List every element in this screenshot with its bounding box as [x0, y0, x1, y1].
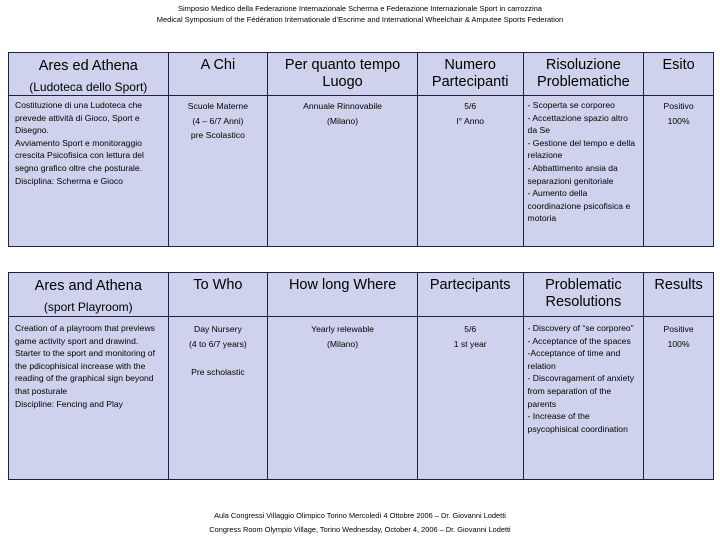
en-col-resolution: [524, 273, 645, 479]
it-col3-title: Per quanto tempo Luogo: [284, 57, 401, 90]
it-col2-line: (4 – 6/7 Anni): [192, 115, 244, 126]
header-line-1: Simposio Medico della Federazione Internazionale Scherma e Federazione Internazionale Sport in carrozzina: [178, 4, 542, 13]
en-col4-title: Partecipants: [429, 277, 511, 293]
it-col4-line: I° Anno: [456, 115, 485, 126]
en-col-participants: [418, 273, 524, 479]
en-col1-line: Creation of a playroom that previews game activity sport and drawind.: [15, 323, 155, 346]
it-col6-line: 100%: [667, 115, 690, 126]
en-col5-line: - Increase of the psycophisical coordination: [527, 411, 628, 434]
en-col3-line: (Milano): [327, 338, 359, 349]
en-col5-line: - Discovragament of anxiety from separation of the parents: [527, 373, 635, 409]
it-col5-title: Risoluzione Problematiche: [537, 57, 630, 90]
it-col3-line: (Milano): [327, 115, 359, 126]
en-col1-line: Discipline: Fencing and Play: [15, 398, 123, 409]
it-col5-line: - Accettazione spazio altro da Se: [527, 112, 628, 136]
it-col-who: [169, 53, 269, 246]
en-col3-line: Yearly relewable: [311, 324, 374, 334]
italian-table: [8, 52, 714, 247]
it-col5-line: - Abbattimento ansia da separazioni genitoriale: [527, 162, 618, 186]
en-col5-line: -Acceptance of time and relation: [527, 348, 621, 371]
it-col5-line: - Gestione del tempo e della relazione: [527, 137, 636, 161]
it-col2-line: pre Scolastico: [190, 130, 245, 140]
it-col6-line: Positivo: [663, 101, 694, 111]
en-col3-title: How long Where: [288, 277, 397, 293]
en-col6-line: 100%: [667, 338, 690, 349]
it-col2-line: Scuole Materne: [187, 101, 248, 111]
en-col1-subtitle: (sport Playroom): [43, 300, 133, 314]
en-col4-line: 5/6: [464, 324, 477, 334]
it-col-duration: [268, 53, 418, 246]
it-col1-line: Costituzione di una Ludoteca che prevede attività di Gioco, Sport e Disegno.: [15, 100, 143, 136]
en-col2-line: (4 to 6/7 years): [189, 338, 247, 349]
header-line-2: Medical Symposium of the Fédération Internationale d’Escrime and International Wheelchair & Amputee Sports Federation: [156, 15, 564, 24]
it-col4-line: 5/6: [464, 101, 477, 111]
en-col6-line: Positive: [663, 324, 694, 334]
it-col5-line: - Scoperta se corporeo: [527, 100, 615, 110]
en-col-duration: [268, 273, 418, 479]
en-col5-title: Problematic Resolutions: [545, 277, 622, 310]
en-col5-line: - Discovery of “se corporeo”: [527, 323, 634, 333]
it-col-participants: [418, 53, 524, 246]
it-col1-subtitle: (Ludoteca dello Sport): [29, 80, 148, 94]
en-col5-line: - Acceptance of the spaces: [527, 335, 631, 346]
en-col2-title: To Who: [193, 277, 243, 293]
it-col-project: [9, 53, 169, 246]
it-col1-title: Ares ed Athena: [38, 58, 138, 74]
en-col6-title: Results: [654, 277, 703, 293]
it-col5-line: - Aumento della coordinazione psicofisica e motoria: [527, 188, 631, 224]
en-col2-line: Pre scholastic: [191, 367, 245, 377]
en-col1-title: Ares and Athena: [34, 278, 142, 294]
en-col-project: [9, 273, 169, 479]
english-table: [8, 272, 714, 480]
it-col-resolution: [524, 53, 645, 246]
en-col4-line: 1 st year: [453, 338, 487, 349]
en-col1-line: Starter to the sport and monitoring of the pdicophisical increase with the reading of the graphical sign beyond that posturale: [15, 348, 155, 396]
en-col2-line: Day Nursery: [194, 324, 242, 334]
it-col6-title: Esito: [662, 57, 695, 73]
en-col-outcome: [644, 273, 713, 479]
en-col-who: [169, 273, 269, 479]
footer-line-2: Congress Room Olympio Village, Torino Wednesday, October 4, 2006 – Dr. Giovanni Lodetti: [209, 525, 511, 534]
it-col1-line: Disciplina: Scherma e Gioco: [15, 175, 123, 186]
it-col3-line: Annuale Rinnovabile: [303, 101, 382, 111]
it-col4-title: Numero Partecipanti: [431, 57, 509, 90]
footer-line-1: Aula Congressi Villaggio Olimpico Torino Mercoledì 4 Ottobre 2006 – Dr. Giovanni Lodetti: [214, 511, 506, 520]
it-col1-line: Avviamento Sport e monitoraggio crescita Psicofisica con lettura del segno grafico oltre che posturale.: [15, 137, 144, 173]
it-col2-title: A Chi: [200, 57, 236, 73]
it-col-outcome: [644, 53, 713, 246]
